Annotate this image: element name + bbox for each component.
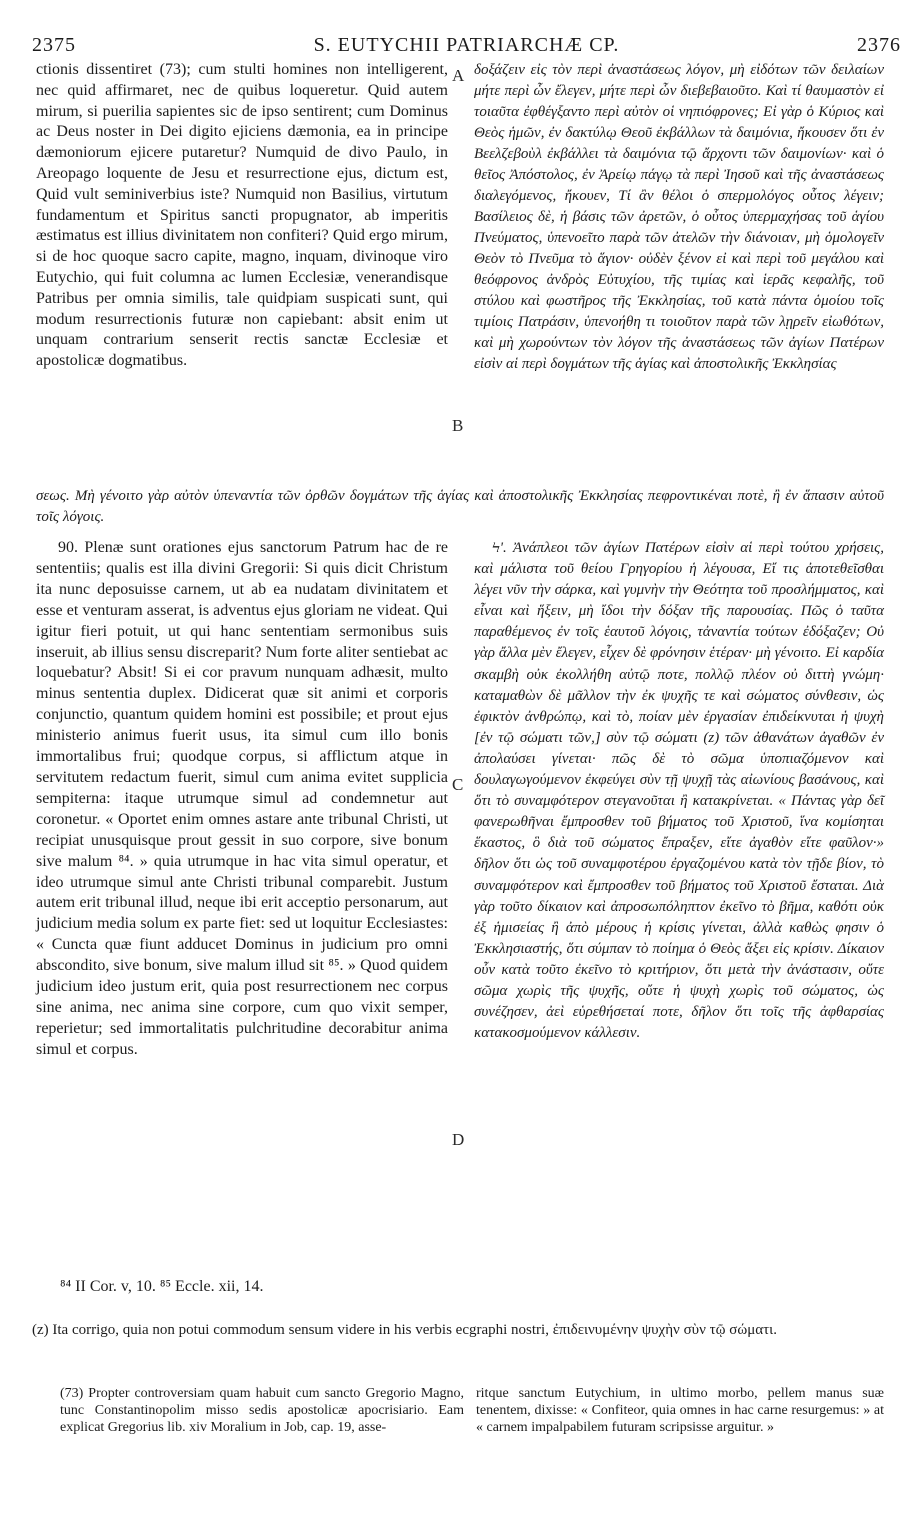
running-title: S. EUTYCHII PATRIARCHÆ CP. [313,34,620,56]
greek-paragraph-1: δοξάζειν εἰς τὸν περὶ ἀναστάσεως λόγον, μὴ εἰδότων τῶν δειλαίων μήτε περὶ ὧν ἔλεγεν, μήτε περὶ ὧν διεβεβαιοῦτο. Καὶ τί θαυμαστὸν εἰ τοιαῦτα ἐφθέγξαντο περὶ αὐτὸν οἱ νηπιόφρονες; Εἰ γὰρ ὁ Κύριος καὶ Θεὸς ἡμῶν, ἐν δακτύλῳ Θεοῦ ἐκβάλλων τὰ δαιμόνια, ἤκουσεν ὅτι ἐν Βεελζεβοὺλ ἐκβάλλει τὰ δαιμόνια τῷ ἄρχοντι τῶν δαιμονίων· καὶ ὁ θεῖος Ἀπόστολος, ἐν Ἀρείῳ πάγῳ τὰ περὶ Ἰησοῦ καὶ τῆς ἀναστάσεως διαλεγόμενος, ἤκουεν, Τί ἂν θέλοι ὁ σπερμολόγος οὗτος λέγειν; Βασίλειος δὲ, ἡ βάσις τῶν ἀρετῶν, ὁ οὗτος ὑπερμαχήσας τοῦ ἁγίου Πνεύματος, ὑπενοεῖτο παρὰ τῶν ἀτελῶν τὴν διάνοιαν, μὴ ὁμολογεῖν Θεὸν τὸ Πνεῦμα τὸ ἅγιον· οὐδὲν ξένον εἰ καὶ περὶ τοῦ μεγάλου καὶ θεόφρονος ἀνδρὸς Εὐτυχίου, τῆς τιμίας καὶ ἱερᾶς κεφαλῆς, τοῦ στύλου καὶ φωστῆρος τῆς Ἐκκλησίας, τοῦ κατὰ πάντα ὁμοίου τοῖς τιμίοις Πατράσιν, ὑπενοήθη τι τοιοῦτον παρὰ τῶν λῃρεῖν εἰωθότων, καὶ μὴ χωρούντων τὸν λόγον τῆς ἀναστάσεως τῶν ἀγίων Πατέρων εἰσὶν αἱ περὶ δογμάτων τῆς ἁγίας καὶ ἀποστολικῆς Ἐκκλησίας [474,62,884,372]
page-number-right: 2376 [857,34,901,56]
greek-column-block1 [474,60,884,375]
footnote-73-left-text: (73) Propter controversiam quam habuit cum sancto Gregorio Magno, tunc Constantinopolim misso sedis apostolicæ apocrisiario. Eam explicat Gregorius lib. xiv Moralium in Job, cap. 19, asse- [60,1386,464,1435]
greek-tail-text: σεως. Μὴ γένοιτο γὰρ αὐτὸν ὑπεναντία τῶν ὀρθῶν δογμάτων τῆς ἁγίας καὶ ἀποστολικῆς Ἐκκλησίας πεφροντικέναι ποτὲ, ἢ ἐν ἅπασιν αὐτοῦ τοῖς λόγοις. [36,488,884,525]
latin-paragraph-1: ctionis dissentiret (73); cum stulti homines non intelligerent, nec quid affirmaret, nec de quibus loqueretur. Quid autem mirum, si puerilia sapientes sic de ipso sentirent; cum Dominus ac Deus noster in Dei digito ejiciens dæmonia, ea in principe dæmoniorum ejicere putaretur? Numquid de divo Paulo, in Areopago loquente de Jesu et resurrectione ejus, dictum est, Quid vult seminiverbius iste? Numquid non Basilius, virtutum fundamentum et Spiritus sancti propugnator, ab imperitis æstimatus est illius divinitatem non confiteri? Quid ergo mirum, si de hoc quoque sacro capite, magno, inquam, divinoque viro Eutychio, qui fuit columna ac lumen Ecclesiæ, venerandisque Patribus per omnia similis, tale quidpiam suspicati sunt, qui modum resurrectionis futuræ non capiebant: absit enim ut unquam contrarium senserit rectis sanctæ Ecclesiæ et apostolicæ dogmatibus. [36,61,448,370]
column-marker-b: B [452,416,464,435]
note-z-text: (z) Ita corrigo, quia non potui commodum sensum videre in his verbis ecgraphi nostri, ἐπιδεινυμένην ψυχὴν σὺν τῷ σώματι. [32,1322,777,1338]
latin-column-block2 [36,538,448,1061]
latin-column-block1 [36,60,448,372]
column-marker-a: A [452,66,465,85]
greek-paragraph-90: Ϟʹ. Ἀνάπλεοι τῶν ἁγίων Πατέρων εἰσὶν αἱ περὶ τούτου χρήσεις, καὶ μάλιστα τοῦ θείου Γρηγορίου ἡ λέγουσα, Εἴ τις ἀποτεθεῖσθαι λέγει νῦν τὴν σάρκα, καὶ γυμνὴν τὴν Θεότητα τοῦ προσλήμματος, καὶ εἶναι καὶ ἥξειν, μὴ ἴδοι τὴν δόξαν τῆς παρουσίας. Πῶς ὁ ταῦτα παραθέμενος ἐν τοῖς ἑαυτοῦ λόγοις, τἀναντία τούτων ἐδόξαζεν; Οὐ γὰρ ἄλλα μὲν ἔλεγεν, εἶχεν δὲ φρόνησιν ἑτέραν· μὴ γένοιτο. Εἰ καρδία σκαμβὴ οὐκ ἐκολλήθη αὐτῷ ποτε, πολλῷ πλέον οὐ διττὴ γνώμη· καταμαθὼν δὲ μᾶλλον τὴν ἐκ ψυχῆς τε καὶ σώματος σύνθεσιν, ὡς ἐφικτὸν ἀνθρώπῳ, καὶ τὸ, ποίαν μὲν ἐργασίαν ἐπιδείκνυται ἡ ψυχὴ [ἐν τῷ σώματι τῶν,] σὺν τῷ σώματι (z) τῶν ἀθανάτων ἀγαθῶν ἐν ἀπολαύσει γίνεται· πῶς δὲ τὸ σῶμα ὑποπιαζόμενον καὶ δουλαγωγούμενον ἐκφεύγει σὺν τῇ ψυχῇ τὰς αἰωνίους βασάνους, καὶ ὅτι τὸ συναμφότερον στεγανοῦται ἢ κατακρίνεται. « Πάντας γὰρ δεῖ φανερωθῆναι ἔμπροσθεν τοῦ βήματος τοῦ Χριστοῦ, ἵνα κομίσηται ἕκαστος, ὃ διὰ τοῦ σώματος ἔπραξεν, εἴτε ἀγαθὸν εἴτε φαῦλον·» δῆλον ὅτι ὡς τοῦ συναμφοτέρου ἐργαζομένου κατὰ τὸν τῇδε βίον, τὸ συναμφότερον καὶ ἔμπροσθεν τοῦ βήματος τοῦ Χριστοῦ ἔσταται. Διὰ γὰρ τοῦτο δίκαιον καὶ ἀπροσωπόληπτον ἐκεῖνο τὸ βῆμα, καθότι οὐκ ἐξ ἡμισείας ἢ ἀπὸ μέρους ἡ κρίσις γίνεται, ἀλλὰ καθὼς φησιν ὁ Ἐκκλησιαστής, ὅτι σύμπαν τὸ ποίημα ὁ Θεὸς ἄξει εἰς κρίσιν. Δίκαιον οὖν κατὰ τοῦτο ἐκεῖνο τὸ κριτήριον, ὅτι μετὰ τὴν ἀνάστασιν, οὔτε σῶμα χωρὶς τῆς ψυχῆς, οὔτε ἡ ψυχὴ χωρὶς τοῦ σώματος, ὡς συνέζησεν, ἀεὶ εὑρεθήσεταί ποτε, δῆλον ὅτι τοῖς τῆς ἀφθαρσίας κατακοσμούμενον κάλλεσιν. [474,540,884,1042]
footnote-73-right [476,1385,884,1436]
column-marker-c: C [452,775,464,794]
footnote-73-left [60,1385,464,1436]
greek-column-block2 [474,538,884,1044]
editorial-note-z [32,1321,884,1340]
greek-tail-line [36,486,884,528]
column-marker-d: D [452,1130,465,1149]
running-header [32,34,901,58]
footnote-73-right-text: ritque sanctum Eutychium, in ultimo morbo, pellem manus suæ tenentem, dixisse: « Confiteor, quia omnes in hac carne resurgemus: » at « carnem impalpabilem futuram scripsisse arguitur. » [476,1386,884,1435]
page-number-left: 2375 [32,34,76,56]
scripture-references: ⁸⁴ II Cor. v, 10. ⁸⁵ Eccle. xii, 14. [60,1278,264,1295]
latin-paragraph-90: 90. Plenæ sunt orationes ejus sanctorum Patrum hac de re sententiis; qualis est illa divini Gregorii: Si quis dicit Christum ita nunc deposuisse carnem, ut ab ea nudatam divinitatem et esse et venturam asserat, is adventus ejus gloriam ne videat. Qui igitur fieri potuit, ut qui hanc sententiam sermonibus suis inseruit, ab illius sensu discreparit? Num forte aliter sentiebat ac loquebatur? Absit! Si ei cor pravum nunquam adhæsit, multo minus sententia duplex. Didicerat quæ sit animi et corporis conjunctio, quantum quidem homini est possibile; et prout ejus ministerio animus fuerit usus, ita simul cum illo bonis immortalibus frui; quodque corpus, si afflictum atque in servitutem redactum fuerit, simul cum anima evitet supplicia sempiterna: itaque utrumque simul ad condemnetur aut coronetur. « Oportet enim omnes astare ante tribunal Christi, ut recipiat unusquisque prout gessit in suo corpore, sive bonum sive malum ⁸⁴. » quia utrumque in hac vita simul operatur, et ideo utrumque simul ante Christi tribunal comparebit. Justum autem erit tribunal illud, neque ibi erit acceptio personarum, aut judicium media solum ex parte fiet: sed ut loquitur Ecclesiastes: « Cuncta quæ fiunt adducet Dominus in judicium pro omni abscondito, sive bonum, sive malum illud sit ⁸⁵. » Quod quidem judicium ideo justum erit, quia post resurrectionem nec corpus sine anima, nec anima sine corpore, cum quo vixit semper, reperietur; sed immortalitatis pulchritudine decorabitur anima simul et corpus. [36,539,448,1058]
